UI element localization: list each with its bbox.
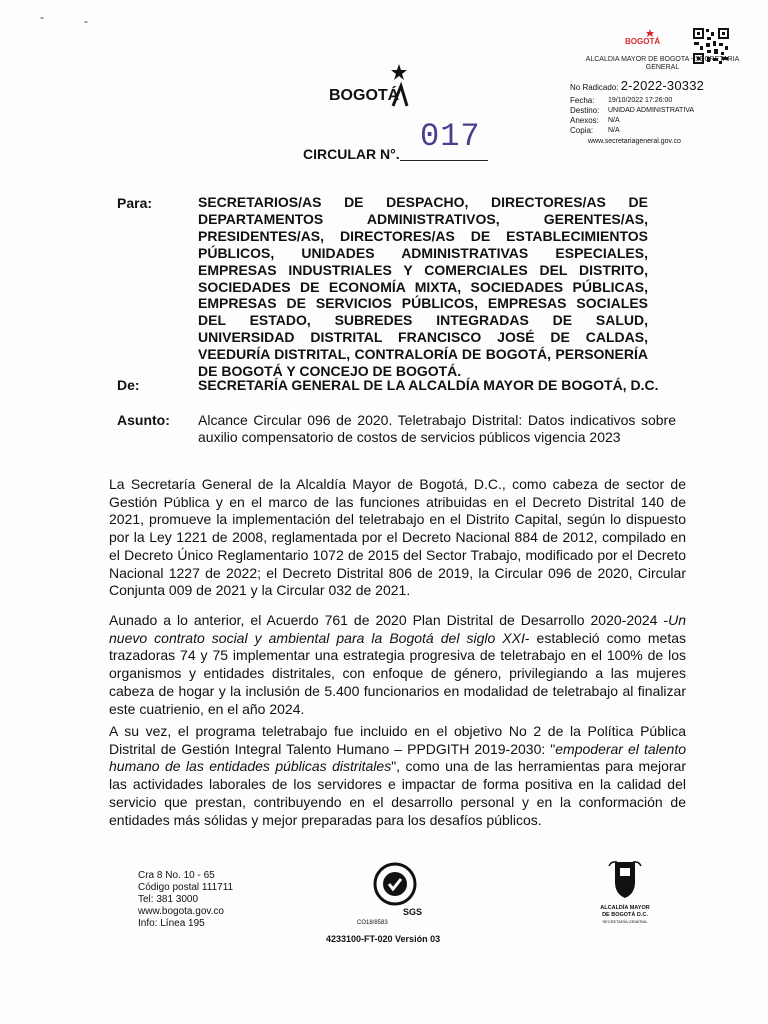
svg-text:CO18/8583: CO18/8583 — [357, 920, 388, 926]
svg-text:SGS: SGS — [403, 907, 423, 917]
radicado-label: No Radicado: — [570, 83, 619, 92]
destino-value: UNIDAD ADMINISTRATIVA — [608, 107, 695, 114]
svg-text:BOGOTÁ: BOGOTÁ — [625, 37, 661, 46]
postal-code: Código postal 111711 — [138, 882, 234, 893]
bogota-small-logo — [622, 27, 662, 49]
seal-line-3: SECRETARÍA GENERAL — [602, 919, 648, 924]
destino-label: Destino: — [570, 106, 600, 115]
form-code: 4233100-FT-020 Versión 03 — [326, 934, 441, 944]
asunto-subject: Alcance Circular 096 de 2020. Teletrabajo Distrital: Datos indicativos sobre auxilio compensatorio de costos de servicios públicos vigencia 2023 — [198, 412, 676, 445]
radicado-block — [570, 56, 755, 145]
fecha-label: Fecha: — [570, 96, 595, 105]
radicado-number — [570, 78, 755, 93]
phone: Tel: 381 3000 — [138, 894, 199, 905]
seal-line-2: DE BOGOTÁ D.C. — [602, 912, 648, 918]
scan-mark: - — [84, 14, 88, 28]
anexos-row — [570, 116, 755, 126]
seal-line-1: ALCALDÍA MAYOR — [600, 905, 650, 911]
para-label: Para: — [117, 195, 153, 211]
scan-mark: - — [40, 10, 44, 24]
address-line: Cra 8 No. 10 - 65 — [138, 870, 215, 881]
copia-value: N/A — [608, 127, 620, 134]
bogota-logo — [327, 62, 417, 110]
copia-label: Copia: — [570, 126, 594, 135]
fecha-row — [570, 96, 755, 106]
circular-number: 017 — [420, 118, 481, 155]
info-line: Info: Línea 195 — [138, 918, 205, 929]
asunto-label: Asunto: — [117, 412, 170, 428]
de-sender: SECRETARÍA GENERAL DE LA ALCALDÍA MAYOR DE BOGOTÁ, D.C. — [198, 377, 659, 393]
fecha-value: 19/10/2022 17:26:00 — [608, 97, 673, 104]
coat-of-arms-icon — [593, 860, 657, 900]
sgs-certification-icon — [355, 860, 435, 928]
de-label: De: — [117, 377, 140, 393]
body-paragraph-3: A su vez, el programa teletrabajo fue incluido en el objetivo No 2 de la Política Pública Distrital de Gestión Integral Talento Humano – PPDGITH 2019-2030: "empoderar el talento humano de las entidades públicas distritales", como una de las herramientas para mejorar las actividades laborales de los servidores e impactar de forma positiva en la calidad del servicio que prestan, contribuyendo en el desarrollo personal y en la conformación de entidades más sólidas y mejor preparadas para los desafíos públicos. — [109, 723, 686, 828]
footer-address — [138, 870, 233, 930]
anexos-label: Anexos: — [570, 116, 599, 125]
website: www.secretariageneral.gov.co — [588, 138, 681, 145]
body-paragraph-2: Aunado a lo anterior, el Acuerdo 761 de 2020 Plan Distrital de Desarrollo 2020-2024 -Un nuevo contrato social y ambiental para la Bogotá del siglo XXI- estableció como metas trazadoras 74 y 75 implementar una estrategia progresiva de teletrabajo en el 100% de los organismos y entidades distritales, con enfoque de género, privilegiando a las mujeres cabeza de hogar y la inclusión de 5.400 funcionarios en modalidad de teletrabajo al finalizar este cuatrienio, en el año 2024. — [109, 612, 687, 717]
circular-underline — [400, 160, 488, 161]
anexos-value: N/A — [608, 117, 620, 124]
body-paragraph-1: La Secretaría General de la Alcaldía Mayor de Bogotá, D.C., como cabeza de sector de Gestión Pública y en el marco de las funciones atribuidas en el Decreto Distrital 140 de 2021, promueve la implementación del teletrabajo en el Distrito Capital, según lo dispuesto por la Ley 1221 de 2008, reglamentada por el Decreto Nacional 884 de 2012, compilado en el Decreto Único Reglamentario 1072 de 2015 del Sector Trabajo, modificado por el Decreto Nacional 1227 de 2022; el Decreto Distrital 806 de 2019, la Circular 096 de 2020, Circular Conjunta 009 de 2021 y la Circular 032 de 2021. — [109, 476, 686, 599]
alcaldia-seal — [593, 860, 657, 930]
entity-name: ALCALDIA MAYOR DE BOGOTA - SECRETARIA GENERAL — [585, 56, 740, 71]
web-link[interactable]: www.bogota.gov.co — [138, 906, 224, 917]
radicado-value: 2-2022-30332 — [620, 78, 705, 93]
circular-label: CIRCULAR N°. — [303, 146, 400, 162]
logo-text: BOGOTÁ — [329, 87, 400, 104]
para-recipients: SECRETARIOS/AS DE DESPACHO, DIRECTORES/AS DE DEPARTAMENTOS ADMINISTRATIVOS, GERENTES/AS, PRESIDENTES/AS, DIRECTORES/AS DE ESTABLECIMIENTOS PÚBLICOS, UNIDADES ADMINISTRATIVAS ESPECIALES, EMPRESAS INDUSTRIALES Y COMERCIALES DEL DISTRITO, SOCIEDADES DE ECONOMÍA MIXTA, SOCIEDADES PÚBLICAS, EMPRESAS DE SERVICIOS PÚBLICOS, EMPRESAS SOCIALES DEL ESTADO, SUBREDES INTEGRADAS DE SALUD, UNIVERSIDAD DISTRITAL FRANCISCO JOSÉ DE CALDAS, VEEDURÍA DISTRITAL, CONTRALORÍA DE BOGOTÁ, PERSONERÍA DE BOGOTÁ Y CONCEJO DE BOGOTÁ. — [198, 194, 648, 380]
copia-row — [570, 126, 755, 136]
destino-row — [570, 106, 755, 116]
